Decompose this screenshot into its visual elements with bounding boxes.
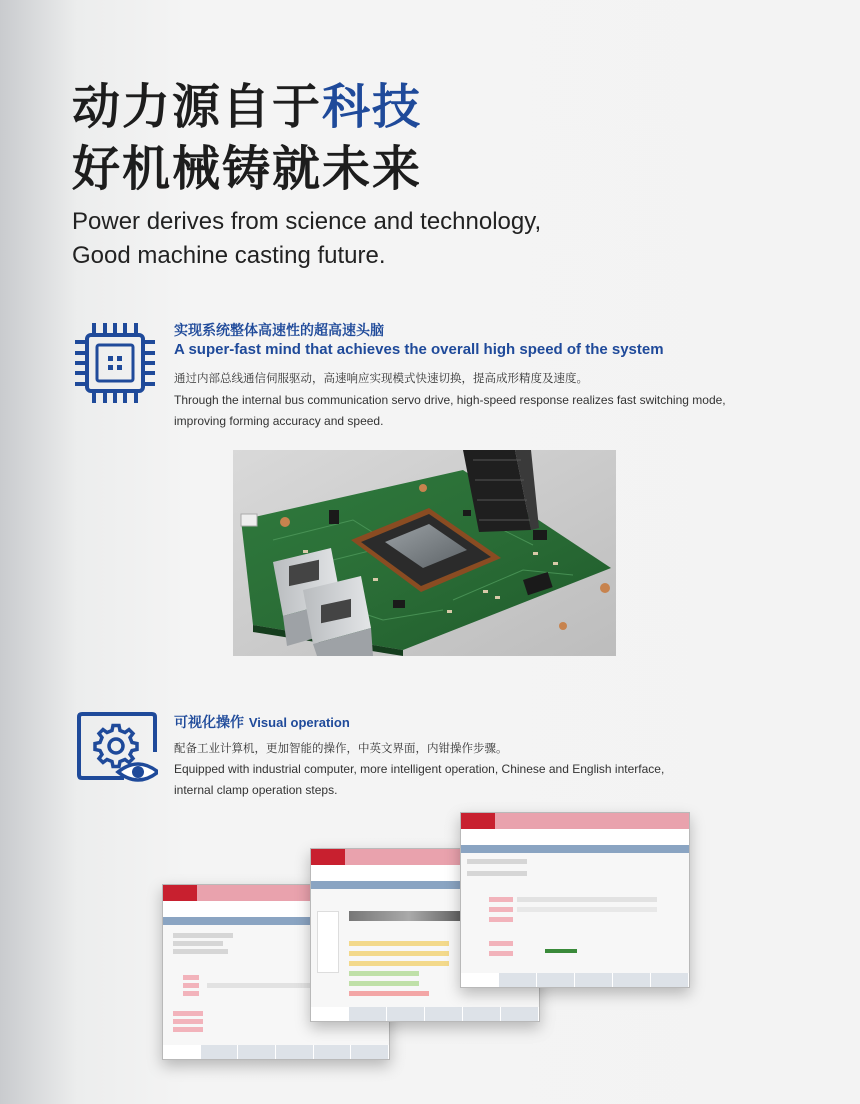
cpu-chip-icon — [72, 320, 158, 406]
gear-eye-icon — [76, 712, 158, 786]
feature1-heading-cn: 实现系统整体高速性的超高速头脑 — [174, 323, 384, 339]
hero-title-line1 — [72, 78, 422, 136]
feature2-heading-en: Visual operation — [248, 715, 350, 730]
hmi-screen-right — [460, 812, 690, 988]
feature1-body-en-line1: Through the internal bus communication servo drive, high-speed response realizes fast switching mode, — [174, 393, 726, 407]
feature2-body-en-line2: internal clamp operation steps. — [174, 783, 338, 797]
feature2-body-en-line1: Equipped with industrial computer, more intelligent operation, Chinese and English interface, — [174, 762, 665, 776]
hero-title-line1-text: 动力源自于 — [72, 79, 323, 135]
hero-title-line2: 好机械铸就未来 — [72, 141, 423, 197]
feature2-heading — [174, 714, 350, 732]
circuit-board-photo — [233, 450, 616, 656]
hero-subtitle-line1: Power derives from science and technology, — [72, 208, 542, 235]
feature1-body-en-line2: improving forming accuracy and speed. — [174, 414, 384, 428]
feature1-heading-en: A super-fast mind that achieves the overall high speed of the system — [174, 341, 664, 358]
feature1-body-cn: 通过内部总线通信伺服驱动，高速响应实现模式快速切换，提高成形精度及速度。 — [174, 371, 588, 385]
hero-title-accent: 科技 — [322, 79, 423, 135]
feature2-body-cn: 配备工业计算机，更加智能的操作，中英文界面，内钳操作步骤。 — [174, 741, 508, 755]
hero-subtitle-line2: Good machine casting future. — [72, 242, 386, 269]
feature2-heading-cn: 可视化操作 — [174, 715, 244, 731]
